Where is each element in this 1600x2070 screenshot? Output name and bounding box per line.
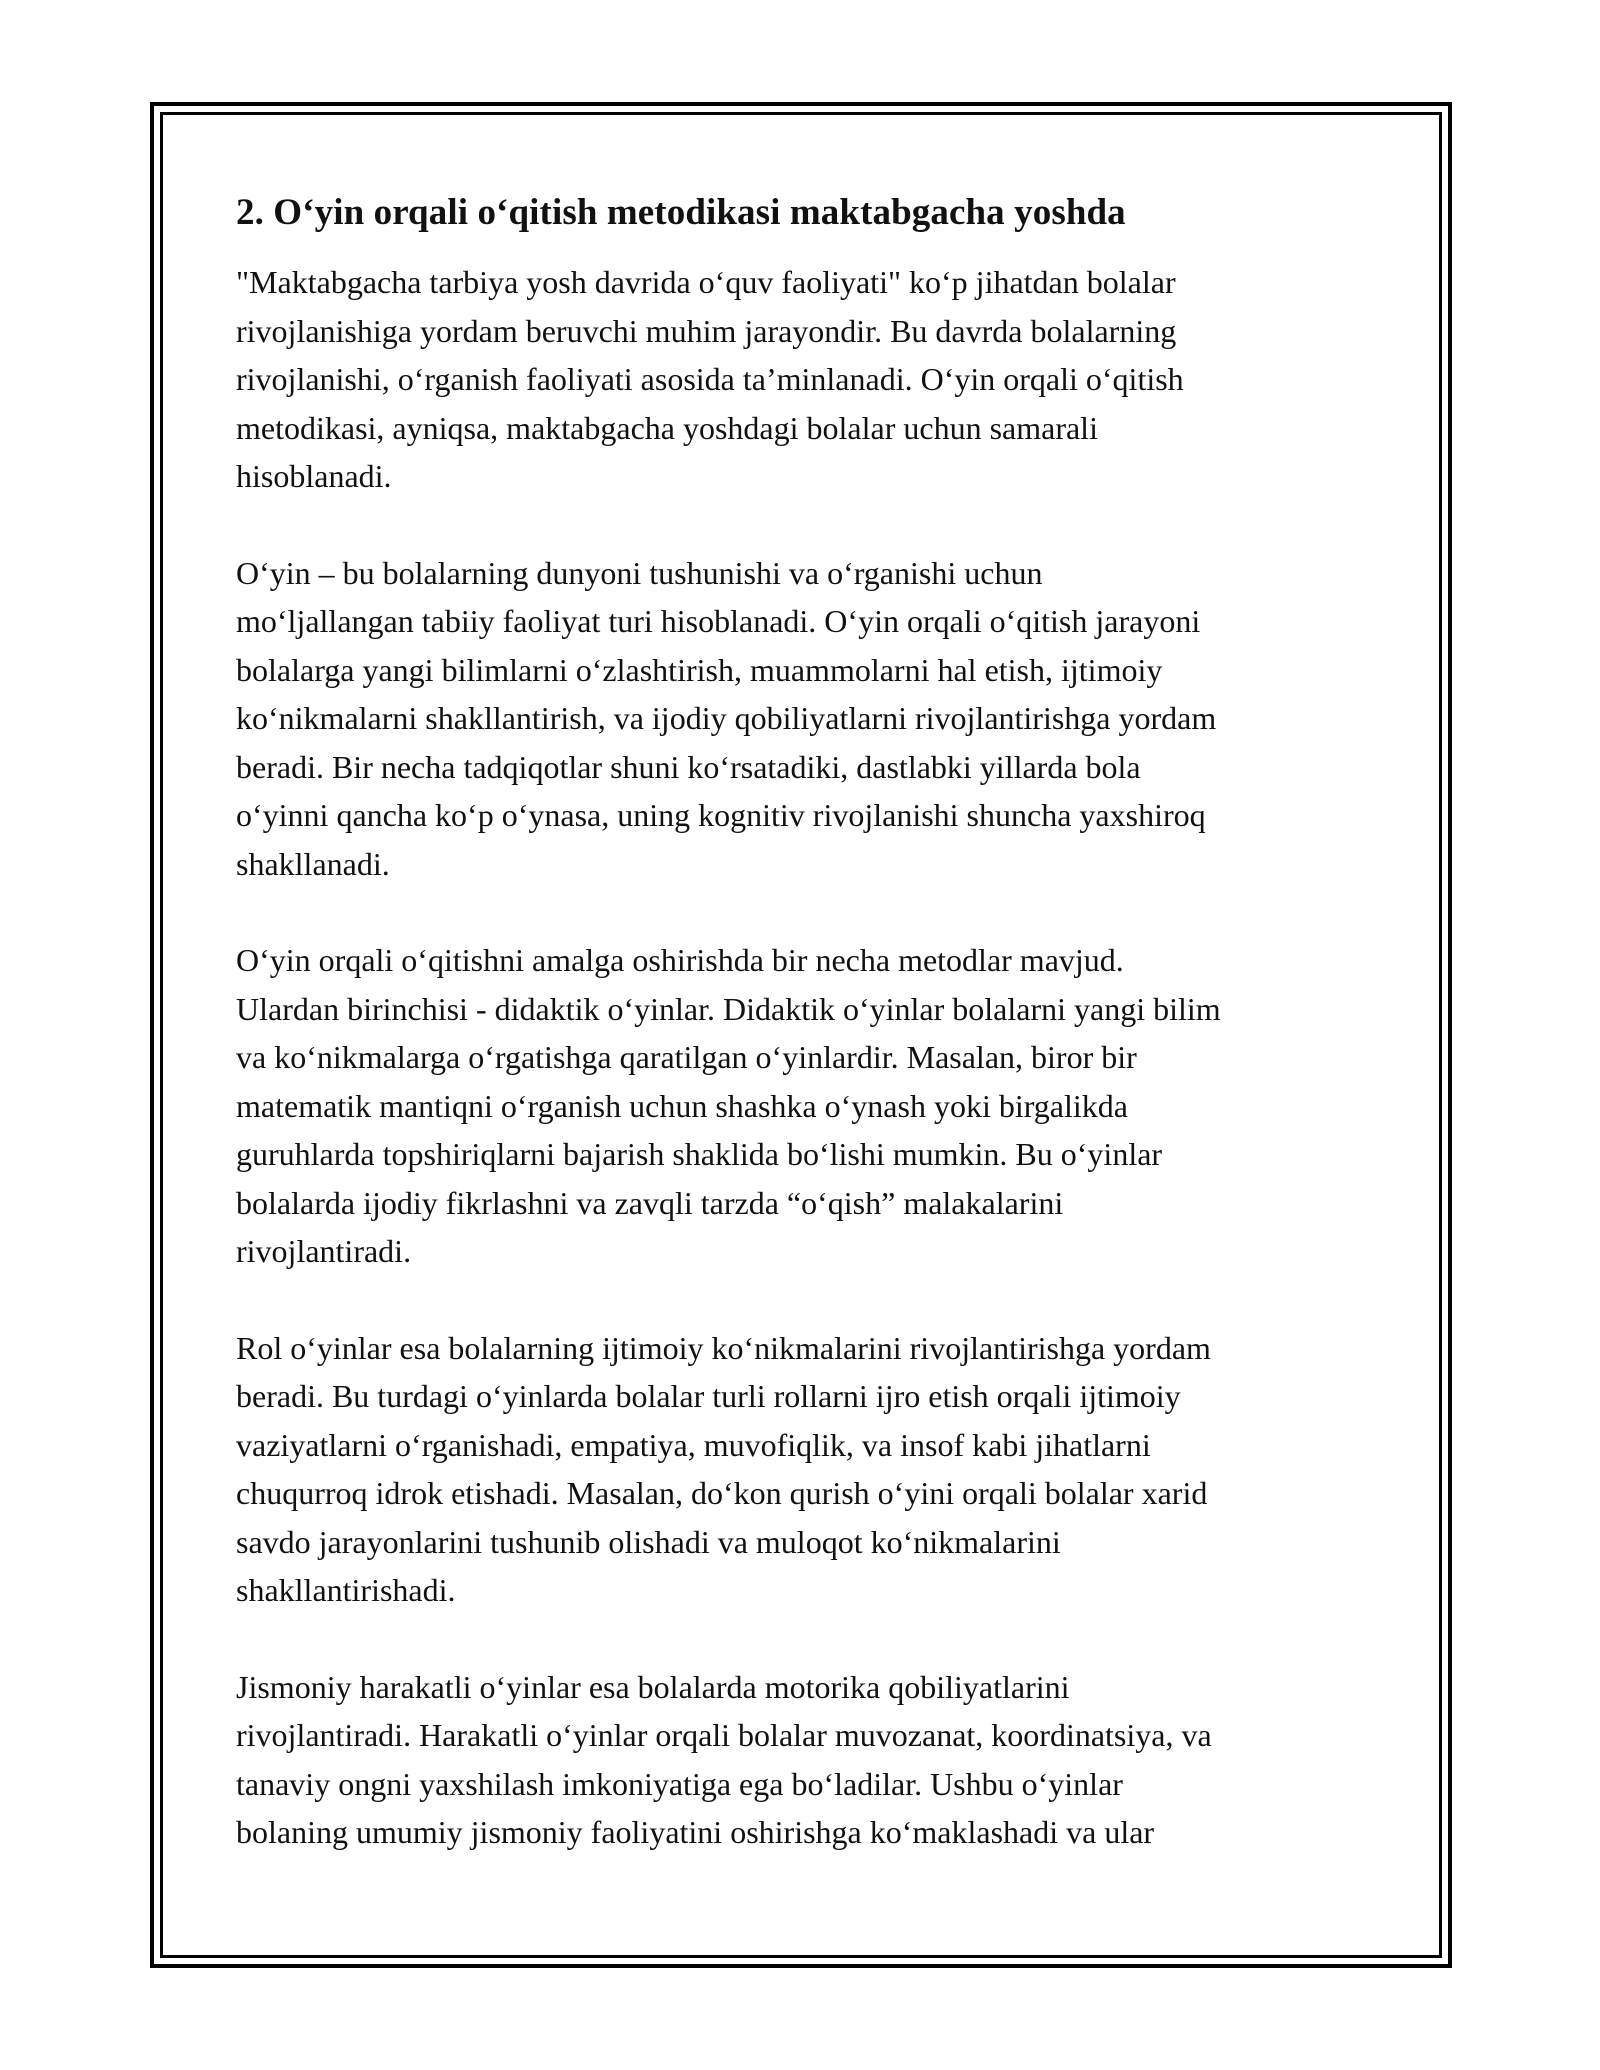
text-line: tanaviy ongni yaxshilash imkoniyatiga ega boʻladilar. Ushbu oʻyinlar	[236, 1765, 1123, 1802]
text-line: hisoblanadi.	[236, 458, 392, 494]
text-line: chuqurroq idrok etishadi. Masalan, doʻkon qurish oʻyini orqali bolalar xarid	[236, 1475, 1208, 1511]
text-line: beradi. Bu turdagi oʻyinlarda bolalar turli rollarni ijro etish orqali ijtimoiy	[236, 1378, 1181, 1414]
text-line: beradi. Bir necha tadqiqotlar shuni koʻrsatadiki, dastlabki yillarda bola	[236, 748, 1141, 785]
text-line: matematik mantiqni oʻrganish uchun shashka oʻynash yoki birgalikda	[236, 1087, 1128, 1124]
text-line: moʻljallangan tabiiy faoliyat turi hisoblanadi. Oʻyin orqali oʻqitish jarayoni	[236, 603, 1201, 639]
paragraph-physical-games	[236, 1663, 1386, 1857]
document-body	[236, 186, 1386, 1857]
text-line: savdo jarayonlarini tushunib olishadi va muloqot koʻnikmalarini	[236, 1523, 1061, 1560]
text-line: koʻnikmalarni shakllantirish, va ijodiy qobiliyatlarni rivojlantirishga yordam	[236, 700, 1217, 736]
paragraph-play-definition	[236, 549, 1386, 889]
text-line: Oʻyin orqali oʻqitishni amalga oshirishda bir necha metodlar mavjud.	[236, 942, 1124, 978]
text-line: va koʻnikmalarga oʻrgatishga qaratilgan oʻyinlardir. Masalan, biror bir	[236, 1039, 1137, 1075]
text-line: rivojlantiradi. Harakatli oʻyinlar orqali bolalar muvozanat, koordinatsiya, va	[236, 1717, 1212, 1753]
paragraph-intro	[236, 258, 1386, 501]
text-line: Rol oʻyinlar esa bolalarning ijtimoiy koʻnikmalarini rivojlantirishga yordam	[236, 1329, 1211, 1366]
text-line: metodikasi, ayniqsa, maktabgacha yoshdagi bolalar uchun samarali	[236, 409, 1098, 446]
paragraph-didactic-games	[236, 936, 1386, 1276]
text-line: rivojlantiradi.	[236, 1233, 412, 1269]
text-line: Jismoniy harakatli oʻyinlar esa bolalarda motorika qobiliyatlarini	[236, 1668, 1070, 1705]
paragraph-role-games	[236, 1324, 1386, 1615]
text-line: vaziyatlarni oʻrganishadi, empatiya, muvofiqlik, va insof kabi jihatlarni	[236, 1426, 1151, 1463]
text-line: Oʻyin – bu bolalarning dunyoni tushunishi va oʻrganishi uchun	[236, 554, 1043, 591]
text-line: oʻyinni qancha koʻp oʻynasa, uning kognitiv rivojlanishi shuncha yaxshiroq	[236, 797, 1206, 833]
text-line: rivojlanishiga yordam beruvchi muhim jarayondir. Bu davrda bolalarning	[236, 312, 1177, 349]
text-line: bolalarga yangi bilimlarni oʻzlashtirish, muammolarni hal etish, ijtimoiy	[236, 651, 1163, 688]
text-line: Ulardan birinchisi - didaktik oʻyinlar. Didaktik oʻyinlar bolalarni yangi bilim	[236, 990, 1221, 1027]
text-line: shakllanadi.	[236, 845, 390, 882]
text-line: rivojlanishi, oʻrganish faoliyati asosida taʼminlanadi. Oʻyin orqali oʻqitish	[236, 361, 1184, 397]
text-line: "Maktabgacha tarbiya yosh davrida oʻquv faoliyati" koʻp jihatdan bolalar	[236, 264, 1176, 300]
text-line: bolaning umumiy jismoniy faoliyatini oshirishga koʻmaklashadi va ular	[236, 1814, 1155, 1850]
text-line: bolalarda ijodiy fikrlashni va zavqli tarzda “oʻqish” malakalarini	[236, 1184, 1064, 1221]
text-line: guruhlarda topshiriqlarni bajarish shaklida boʻlishi mumkin. Bu oʻyinlar	[236, 1136, 1163, 1172]
section-heading: 2. Oʻyin orqali oʻqitish metodikasi maktabgacha yoshda	[236, 192, 1126, 233]
text-line: shakllantirishadi.	[236, 1572, 456, 1608]
